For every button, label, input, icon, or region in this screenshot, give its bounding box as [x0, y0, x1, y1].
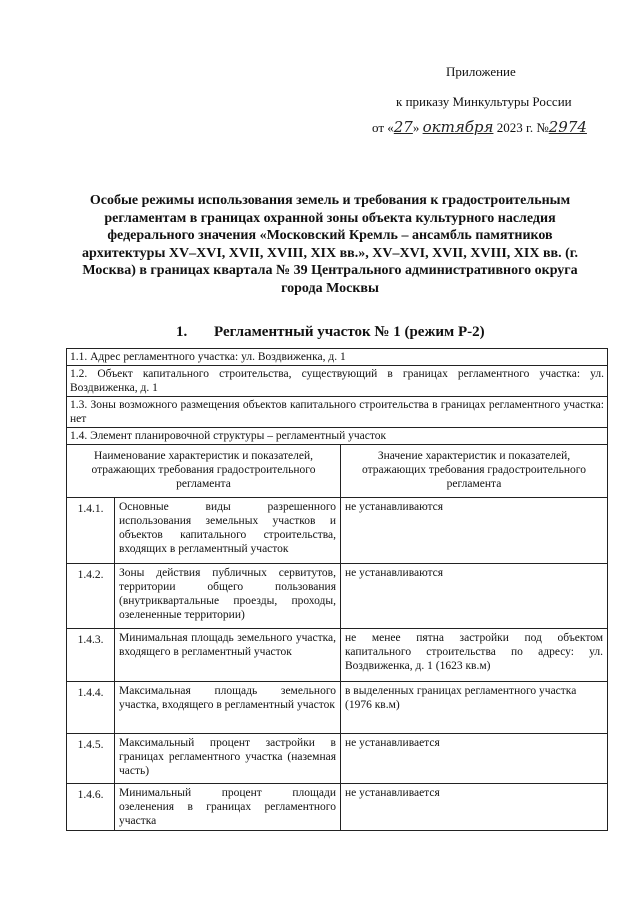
appendix-title: Приложение	[446, 64, 516, 79]
section-heading	[176, 324, 485, 341]
table-row	[67, 734, 608, 784]
regulation-table	[66, 348, 608, 831]
date-month: октября	[422, 118, 494, 136]
section-number: 1.	[176, 324, 188, 340]
order-number: 2974	[548, 118, 587, 136]
row-planning-element: 1.4. Элемент планировочной структуры – регламентный участок	[67, 428, 608, 445]
row-existing-object: 1.2. Объект капитального строительства, существующий в границах регламентного участка: ул. Воздвиженка, д. 1	[67, 366, 608, 397]
row-number: 1.4.6.	[67, 784, 115, 831]
date-year: 2023 г. №	[496, 120, 549, 135]
row-value: не устанавливаются	[341, 564, 608, 629]
row-number: 1.4.4.	[67, 682, 115, 734]
date-day: 27	[393, 118, 413, 136]
row-name: Зоны действия публичных сервитутов, территории общего пользования (внутриквартальные проезды, проходы, озелененные территории)	[115, 564, 341, 629]
appendix-order-line: к приказу Минкультуры России	[396, 94, 572, 109]
table-row	[67, 682, 608, 734]
date-prefix: от «	[372, 120, 394, 135]
row-placement-zones: 1.3. Зоны возможного размещения объектов капитального строительства в границах регламентного участка: нет	[67, 397, 608, 428]
header-right: Значение характеристик и показателей, отражающих требования градостроительного регламента	[341, 445, 608, 498]
row-name: Минимальный процент площади озеленения в границах регламентного участка	[115, 784, 341, 831]
row-name: Максимальная площадь земельного участка, входящего в регламентный участок	[115, 682, 341, 734]
table-row	[67, 629, 608, 682]
row-value: не устанавливается	[341, 784, 608, 831]
row-value: не устанавливается	[341, 734, 608, 784]
row-name: Максимальный процент застройки в границах регламентного участка (наземная часть)	[115, 734, 341, 784]
row-value: в выделенных границах регламентного участка (1976 кв.м)	[341, 682, 608, 734]
header-left: Наименование характеристик и показателей, отражающих требования градостроительного регламента	[67, 445, 341, 498]
row-name: Минимальная площадь земельного участка, входящего в регламентный участок	[115, 629, 341, 682]
table-row	[67, 498, 608, 564]
row-number: 1.4.2.	[67, 564, 115, 629]
document-title: Особые режимы использования земель и требования к градостроительным регламентам в границах охранной зоны объекта культурного наследия федерального значения «Московский Кремль – ансамбль памятников архитектуры XV–XVI, XVII, XVIII, XIX вв.», XV–XVI, XVII, XVIII, XIX вв. (г. Москва) в границах квартала № 39 Центрального административного округа города Москвы	[81, 193, 579, 296]
row-address: 1.1. Адрес регламентного участка: ул. Воздвиженка, д. 1	[67, 349, 608, 366]
appendix-date-line	[372, 118, 587, 136]
row-value: не устанавливаются	[341, 498, 608, 564]
row-value: не менее пятна застройки под объектом капитального строительства по адресу: ул. Воздвиженка, д. 1 (1623 кв.м)	[341, 629, 608, 682]
table-row	[67, 564, 608, 629]
row-name: Основные виды разрешенного использования земельных участков и объектов капитального строительства, входящих в регламентный участок	[115, 498, 341, 564]
row-number: 1.4.5.	[67, 734, 115, 784]
section-title-text: Регламентный участок № 1 (режим Р-2)	[214, 324, 485, 340]
table-row	[67, 784, 608, 831]
row-number: 1.4.3.	[67, 629, 115, 682]
date-close: »	[412, 120, 420, 135]
row-number: 1.4.1.	[67, 498, 115, 564]
